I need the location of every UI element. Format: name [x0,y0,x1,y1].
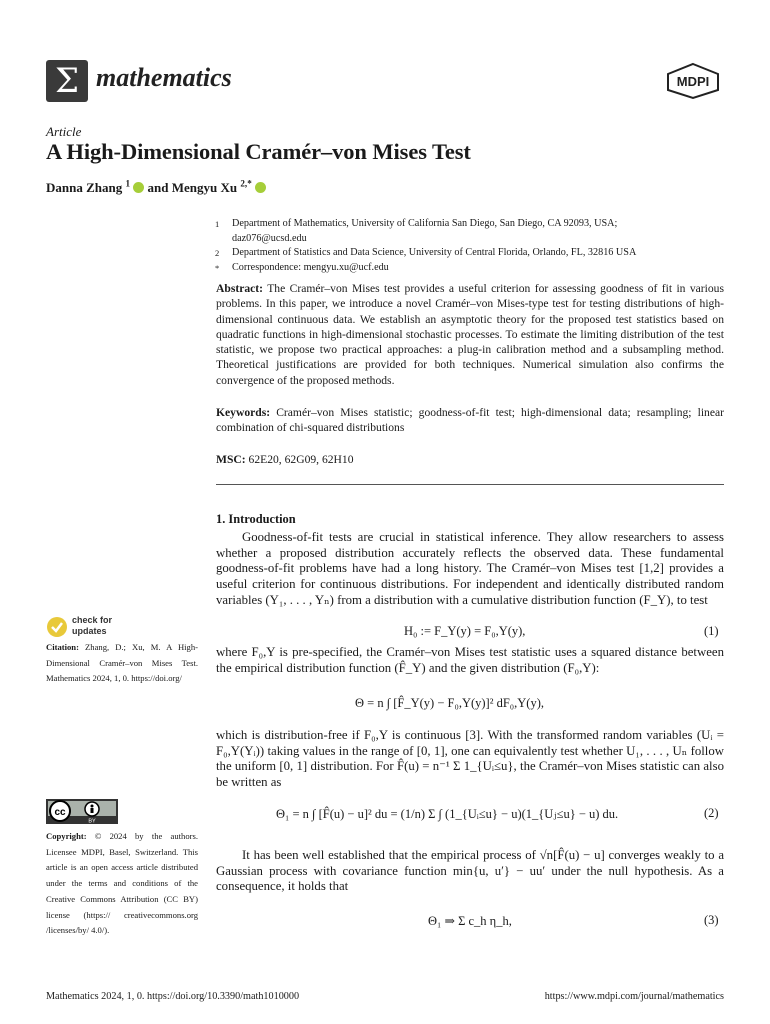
journal-logo: Σ [46,60,88,102]
footer-citation[interactable]: Mathematics 2024, 1, 0. https://doi.org/10.3390/math1010000 [46,991,300,1002]
check-label-1: check for [72,615,113,625]
citation [46,640,198,687]
author-connector: and [147,180,169,195]
author-2-mark: 2,* [240,178,252,189]
cc-icon: cc [54,807,66,818]
check-updates-icon [46,616,68,638]
copyright-text: © 2024 by the authors. Licensee MDPI, Basel, Switzerland. This article is an open access article distributed under the terms and conditions of the Creative Commons Attribution (CC BY) license (https:// creativecommons.org /licenses/by/ 4.0/). [46,831,198,936]
divider [216,484,724,485]
equation-2: Θ₁ = n ∫ [F̂(u) − u]² du = (1/n) Σ ∫ (1_{Uᵢ≤u} − u)(1_{Uⱼ≤u} − u) du. [276,807,619,821]
msc-text: 62E20, 62G09, 62H10 [248,453,354,466]
keywords-label: Keywords: [216,406,271,419]
affiliation-item: 2 Department of Statistics and Data Science, University of Central Florida, Orlando, FL, 32816 USA [215,247,637,258]
copyright [46,829,198,939]
affiliation-item: * Correspondence: mengyu.xu@ucf.edu [215,261,389,273]
affiliation-item: daz076@ucsd.edu [232,232,307,244]
abstract-text: The Cramér–von Mises test provides a useful criterion for assessing goodness of fit in various problems. In this paper, we introduce a novel Cramér–von Mises-type test for testing distributions of high-dimensional continuous data. We establish an asymptotic theory for the proposed test statistics based on quadratic functions in high-dimensional stochastic processes. To estimate the limiting distribution of the test statistic, we propose two practical approaches: a plug-in calibration method and a subsampling method. Theoretical justifications are provided for both techniques. Numerical simulation also confirms the convergence of the proposed methods. [216,282,724,387]
author-1-mark: 1 [125,178,131,189]
equation-1: H₀ := F_Y(y) = F₀,Y(y), [404,624,526,638]
intro-paragraph-3: which is distribution-free if F₀,Y is continuous [3]. With the transformed random variables (Uᵢ = F₀,Y(Yᵢ)) taking values in the range of [0, 1], one can equivalently test whether U₁, . . . , Uₙ follow the uniform [0, 1] distribution. For F̂(u) = n⁻¹ Σ 1_{Uᵢ≤u}, the Cramér–von Mises statistic can also be written as [216,728,724,790]
abstract [216,281,724,388]
authors [46,180,266,196]
equation-1-number: (1) [704,624,719,638]
check-label-2: updates [72,626,107,636]
article-type: Article [46,124,82,139]
equation-3: Θ₁ ⇒ Σ c_h η_h, [428,914,512,928]
author-2: Mengyu Xu [171,180,238,195]
orcid-icon[interactable] [255,182,266,193]
cc-by-label: BY [88,818,96,824]
keywords-text: Cramér–von Mises statistic; goodness-of-fit test; high-dimensional data; resampling; linear combination of chi-squared distributions [216,406,724,435]
cc-by-badge[interactable] [46,799,118,824]
orcid-icon[interactable] [133,182,144,193]
msc-label: MSC: [216,453,246,466]
keywords [216,405,724,436]
citation-text: Zhang, D.; Xu, M. A High-Dimensional Cramér–von Mises Test. Mathematics 2024, 1, 0. https://doi.org/ [46,642,198,684]
author-1: Danna Zhang [46,180,123,195]
intro-paragraph-4: It has been well established that the empirical process of √n[F̂(u) − u] converges weakly to a Gaussian process with covariance function min{u, u′} − uu′ under the null hypothesis. As a consequence, it holds that [216,848,724,894]
equation-2-number: (2) [704,806,719,820]
msc [216,452,724,467]
equation-theta: Θ = n ∫ [F̂_Y(y) − F₀,Y(y)]² dF₀,Y(y), [355,696,545,710]
affiliations [215,217,720,275]
intro-paragraph-1: Goodness-of-fit tests are crucial in statistical inference. They allow researchers to assess whether a proposed distribution accurately reflects the observed data. These fundamental goodness-of-fit problems have had a long history. The Cramér–von Mises test [1,2] provides a useful criterion for continuous distributions. For independent and identically distributed random variables (Y₁, . . . , Yₙ) from a distribution with a cumulative distribution function (F_Y), to test [216,530,724,607]
publisher-text: MDPI [676,74,710,89]
copyright-label: Copyright: [46,831,87,841]
journal-name: mathematics [96,63,232,92]
page-title: A High-Dimensional Cramér–von Mises Test [46,139,471,164]
abstract-label: Abstract: [216,282,264,295]
mdpi-logo [664,62,722,100]
citation-label: Citation: [46,642,79,652]
footer-journal-link[interactable]: https://www.mdpi.com/journal/mathematics [544,991,724,1002]
equation-3-number: (3) [704,913,719,927]
section-heading: 1. Introduction [216,512,296,526]
affiliation-item: 1 Department of Mathematics, University of California San Diego, San Diego, CA 92093, USA; [215,218,618,229]
intro-paragraph-2: where F₀,Y is pre-specified, the Cramér–von Mises test statistic uses a squared distance between the empirical distribution function (F̂_Y) and the given distribution (F₀,Y): [216,645,724,675]
